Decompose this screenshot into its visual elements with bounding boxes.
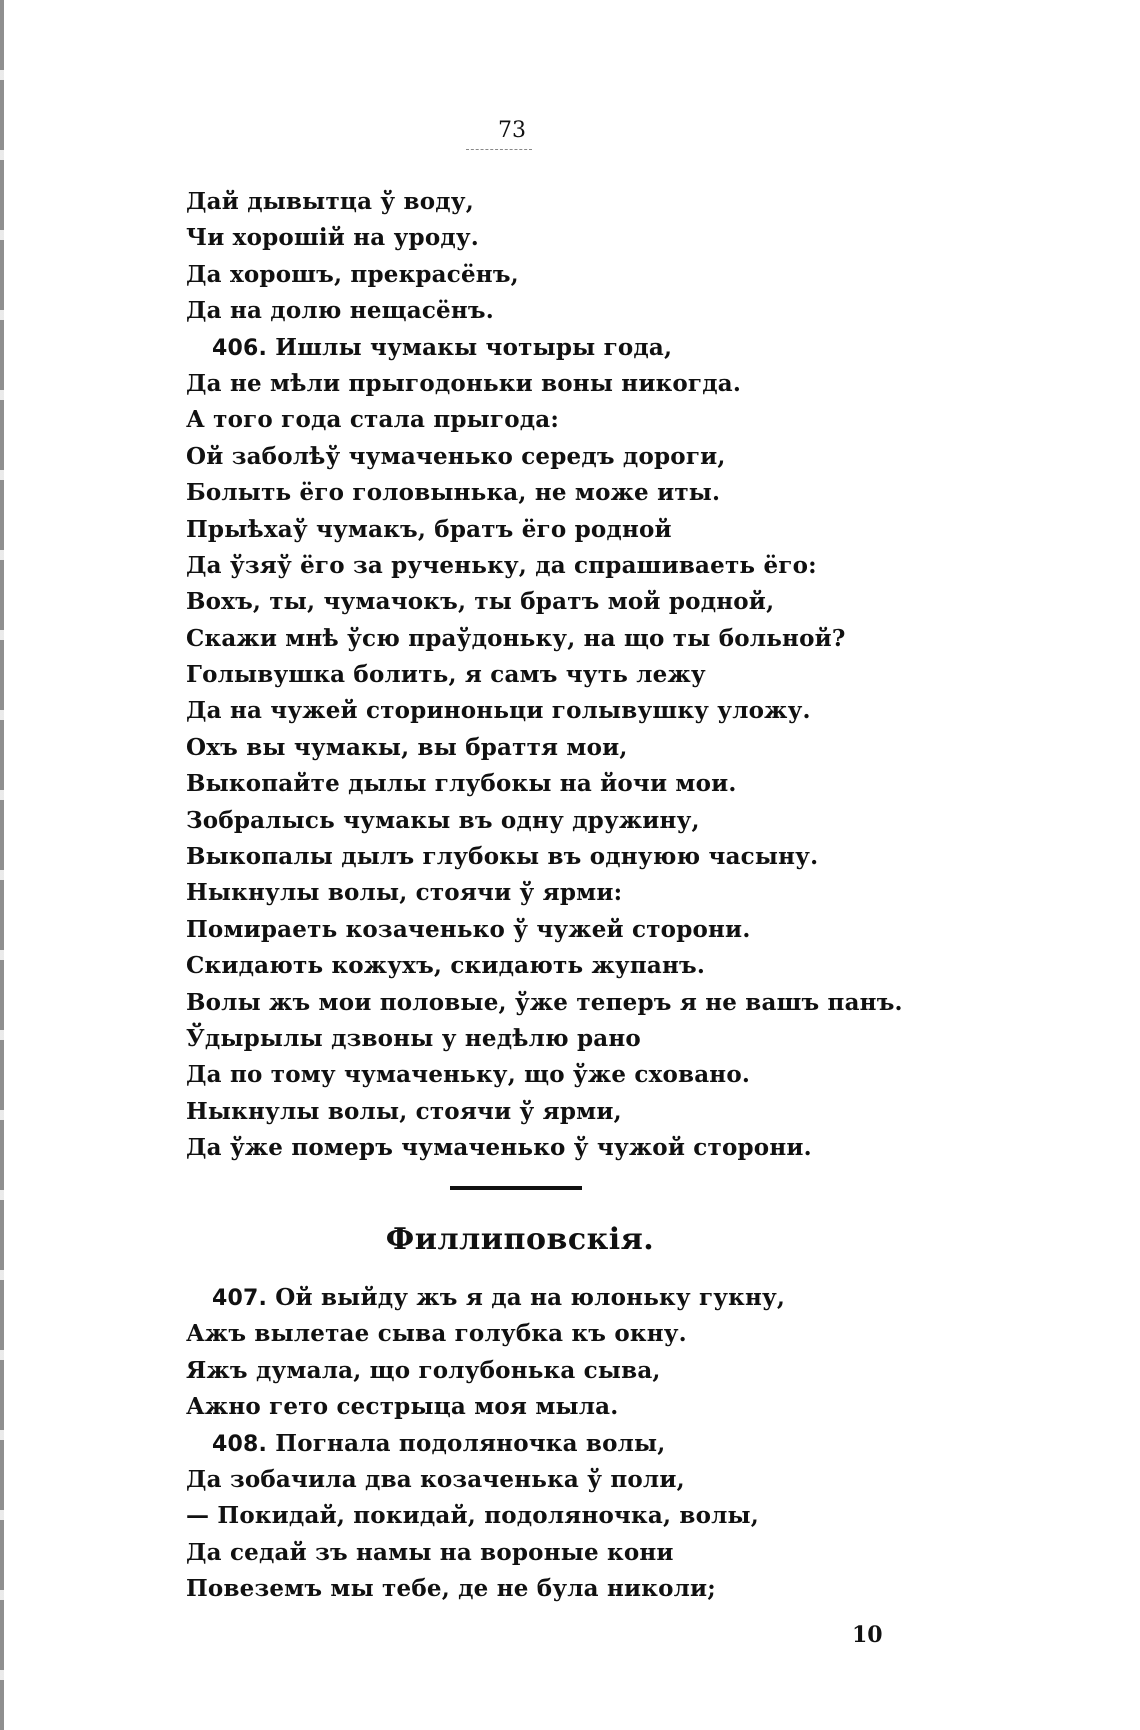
line-text: — Покидай, покидай, подоляночка, волы, <box>186 1502 759 1530</box>
line-text: Ажъ вылетае сыва голубка къ окну. <box>186 1320 687 1348</box>
line-text: Выкопалы дылъ глубокы въ однуюю часыну. <box>186 843 819 871</box>
text-line <box>186 1353 946 1389</box>
line-text: Ой заболѣў чумаченько середъ дороги, <box>186 442 726 470</box>
text-line <box>186 1571 946 1607</box>
signature-mark: 10 <box>852 1622 883 1648</box>
line-text: Ўдырылы дзвоны у недѣлю рано <box>186 1024 641 1052</box>
line-text: Помираеть козаченько ў чужей сторони. <box>186 915 751 943</box>
text-line <box>186 1535 946 1571</box>
line-text: Да ўже померъ чумаченько ў чужой сторони. <box>186 1134 812 1162</box>
text-line <box>186 584 946 620</box>
text-line <box>186 1462 946 1498</box>
line-text: А того года стала прыгода: <box>186 406 560 434</box>
line-text: Скажи мнѣ ўсю праўдоньку, на що ты больной? <box>186 624 846 652</box>
text-line <box>186 330 946 366</box>
text-line <box>186 366 946 402</box>
text-line <box>186 693 946 729</box>
text-line <box>186 439 946 475</box>
line-text: Ныкнулы волы, стоячи ў ярми: <box>186 879 623 907</box>
text-line <box>186 1316 946 1352</box>
text-line <box>186 548 946 584</box>
text-line <box>186 220 946 256</box>
line-text: Прыѣхаў чумакъ, братъ ёго родной <box>186 515 672 543</box>
text-line <box>186 839 946 875</box>
text-line <box>186 730 946 766</box>
line-text: Ныкнулы волы, стоячи ў ярми, <box>186 1097 622 1125</box>
line-text: Повеземъ мы тебе, де не була николи; <box>186 1575 716 1603</box>
text-line <box>186 948 946 984</box>
line-text: Да ўзяў ёго за рученьку, да спрашиваеть ёго: <box>186 551 817 579</box>
section-divider <box>450 1186 582 1190</box>
line-text: Ажно гето сестрыца моя мыла. <box>186 1393 619 1421</box>
line-text: Вохъ, ты, чумачокъ, ты братъ мой родной, <box>186 588 775 616</box>
text-line <box>186 621 946 657</box>
text-line <box>186 1498 946 1534</box>
text-line <box>186 985 946 1021</box>
line-text: Яжъ думала, що голубонька сыва, <box>186 1356 661 1384</box>
line-text: Да зобачила два козаченька ў поли, <box>186 1465 685 1493</box>
line-text: Болыть ёго головынька, не може иты. <box>186 479 721 507</box>
text-line <box>186 1130 946 1166</box>
line-text: Да хорошъ, прекрасёнъ, <box>186 260 519 288</box>
text-line <box>186 766 946 802</box>
text-line <box>186 402 946 438</box>
line-text: Ой выйду жъ я да на юлоньку гукну, <box>267 1284 786 1311</box>
line-text: Охъ вы чумакы, вы браття мои, <box>186 733 628 761</box>
line-text: Зобралысь чумакы въ одну дружину, <box>186 806 700 834</box>
line-text: Ишлы чумакы чотыры года, <box>267 333 673 361</box>
line-text: Голывушка болить, я самъ чуть лежу <box>186 661 706 689</box>
text-line <box>186 184 946 220</box>
text-line <box>186 657 946 693</box>
verse-block-406 <box>186 184 946 1167</box>
line-text: Да по тому чумаченьку, що ўже сховано. <box>186 1061 751 1089</box>
text-line <box>186 912 946 948</box>
page-number-rule <box>466 149 532 150</box>
text-line <box>186 875 946 911</box>
line-text: Да седай зъ намы на вороные кони <box>186 1538 674 1566</box>
scan-edge <box>0 0 4 1730</box>
line-text: Да на долю нещасёнъ. <box>186 297 494 325</box>
verse-number: 407. <box>212 1286 268 1311</box>
line-text: Погнала подоляночка волы, <box>267 1429 666 1457</box>
line-text: Да не мѣли прыгодоньки воны никогда. <box>186 369 742 397</box>
text-line <box>186 1057 946 1093</box>
text-line <box>186 475 946 511</box>
verse-number: 408. <box>212 1431 268 1457</box>
section-heading: Филлиповскія. <box>385 1222 655 1257</box>
text-line <box>186 293 946 329</box>
page-number: 73 <box>498 118 526 143</box>
text-line <box>186 1389 946 1425</box>
verse-block-407-408 <box>186 1280 946 1608</box>
text-line <box>186 803 946 839</box>
text-line <box>186 1021 946 1057</box>
text-line <box>186 1280 946 1316</box>
text-line <box>186 1094 946 1130</box>
line-text: Да на чужей сторинoньци голывушку уложу. <box>186 697 811 725</box>
line-text: Волы жъ мои половые, ўже теперъ я не вашъ панъ. <box>186 988 903 1016</box>
text-line <box>186 257 946 293</box>
text-line <box>186 512 946 548</box>
line-text: Дай дывытца ў воду, <box>186 188 474 215</box>
text-line <box>186 1426 946 1462</box>
line-text: Выкопайте дылы глубокы на йочи мои. <box>186 770 737 798</box>
verse-number: 406. <box>212 335 268 361</box>
line-text: Чи хорошій на уроду. <box>186 224 480 252</box>
line-text: Скидають кожухъ, скидають жупанъ. <box>186 952 706 980</box>
